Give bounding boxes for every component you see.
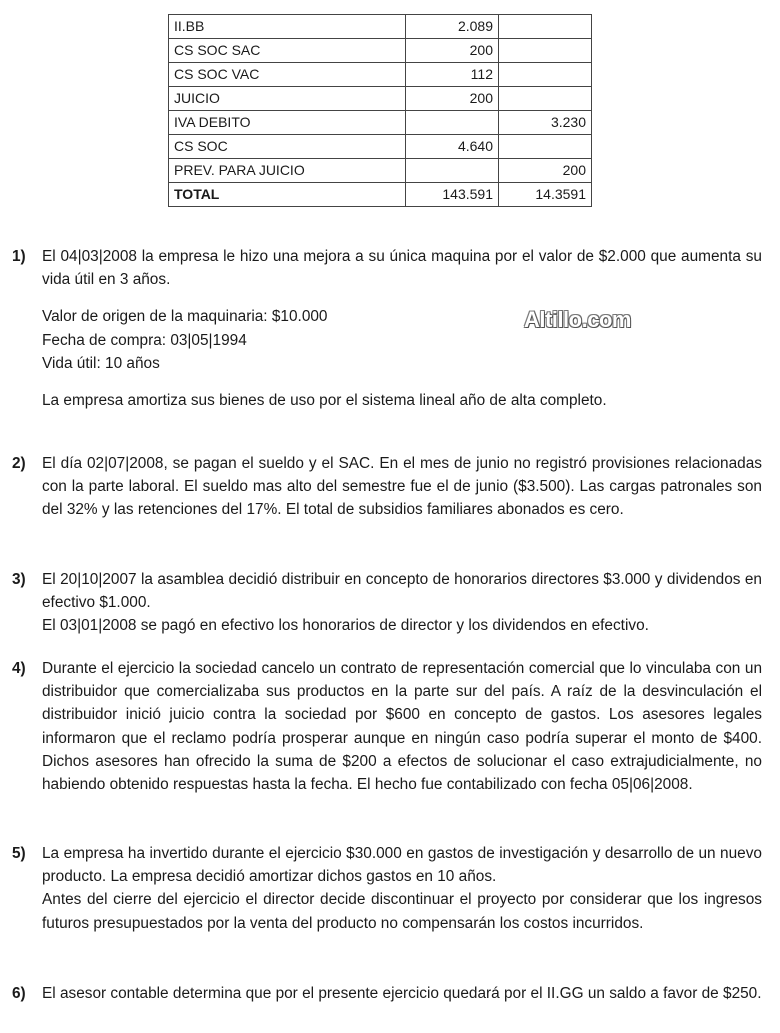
ledger-credit-cell bbox=[499, 135, 592, 159]
ledger-row bbox=[169, 135, 592, 159]
ledger-row bbox=[169, 111, 592, 135]
ledger-account-cell: TOTAL bbox=[169, 183, 406, 207]
exercise-1 bbox=[12, 245, 762, 412]
ledger-debit-cell bbox=[406, 111, 499, 135]
exercise-4 bbox=[12, 657, 762, 796]
exercise-2 bbox=[12, 452, 762, 522]
ledger-credit-cell bbox=[499, 39, 592, 63]
ledger-credit-cell bbox=[499, 15, 592, 39]
ledger-debit-cell: 112 bbox=[406, 63, 499, 87]
machine-origin-value: Valor de origen de la maquinaria: $10.000 bbox=[42, 308, 328, 326]
ledger-credit-cell bbox=[499, 87, 592, 111]
ledger-row bbox=[169, 15, 592, 39]
exercise-text: La empresa ha invertido durante el ejercicio $30.000 en gastos de investigación y desarrollo de un nuevo producto. La empresa decidió amortizar dichos gastos en 10 años. bbox=[42, 845, 762, 886]
ledger-debit-cell: 200 bbox=[406, 39, 499, 63]
exercise-5 bbox=[12, 842, 762, 935]
ledger-debit-cell: 143.591 bbox=[406, 183, 499, 207]
ledger-credit-cell bbox=[499, 63, 592, 87]
exercise-number: 1) bbox=[12, 248, 26, 265]
exercise-6 bbox=[12, 982, 762, 1005]
ledger-account-cell: PREV. PARA JUICIO bbox=[169, 159, 406, 183]
ledger-account-cell: IVA DEBITO bbox=[169, 111, 406, 135]
exercise-intro: El 04|03|2008 la empresa le hizo una mejora a su única maquina por el valor de $2.000 que aumenta su vida útil en 3 años. bbox=[42, 248, 762, 289]
ledger-debit-cell: 4.640 bbox=[406, 135, 499, 159]
exercise-number: 2) bbox=[12, 455, 26, 472]
exercise-3 bbox=[12, 568, 762, 638]
exercise-number: 6) bbox=[12, 985, 26, 1002]
ledger-credit-cell: 14.3591 bbox=[499, 183, 592, 207]
exercise-number: 4) bbox=[12, 660, 26, 677]
exercise-text: El asesor contable determina que por el presente ejercicio quedará por el II.GG un saldo a favor de $250. bbox=[42, 985, 762, 1002]
ledger-debit-cell: 2.089 bbox=[406, 15, 499, 39]
ledger-account-cell: CS SOC VAC bbox=[169, 63, 406, 87]
exercise-closing: La empresa amortiza sus bienes de uso por el sistema lineal año de alta completo. bbox=[42, 392, 607, 410]
ledger-account-cell: JUICIO bbox=[169, 87, 406, 111]
machine-useful-life: Vida útil: 10 años bbox=[42, 354, 160, 372]
ledger-debit-cell: 200 bbox=[406, 87, 499, 111]
ledger-body bbox=[169, 15, 592, 207]
ledger-account-cell: II.BB bbox=[169, 15, 406, 39]
exercise-text-2: El 03|01|2008 se pagó en efectivo los honorarios de director y los dividendos en efectivo. bbox=[42, 617, 649, 635]
watermark-logo: Altillo.com bbox=[524, 307, 631, 332]
exercise-text: El día 02|07|2008, se pagan el sueldo y el SAC. En el mes de junio no registró provisiones relacionadas con la parte laboral. El sueldo mas alto del semestre fue el de junio ($3.500). Las cargas patronales son del 32% y las retenciones del 17%. El total de subsidios familiares abonados es cero. bbox=[42, 455, 762, 519]
ledger-account-cell: CS SOC SAC bbox=[169, 39, 406, 63]
exercise-text: Durante el ejercicio la sociedad cancelo un contrato de representación comercial que lo vinculaba con un distribuidor que comercializaba sus productos en la parte sur del país. A raíz de la desvinculación el distribuidor inició juicio contra la sociedad por $600 en concepto de gastos. Los asesores legales informaron que el reclamo podría prosperar aunque en ningún caso podría superar el monto de $400. Dichos asesores han ofrecido la suma de $200 a efectos de solucionar el caso extrajudicialmente, no habiendo obtenido respuestas hasta la fecha. El hecho fue contabilizado con fecha 05|06|2008. bbox=[42, 660, 762, 794]
exercise-number: 3) bbox=[12, 571, 26, 588]
ledger-credit-cell: 3.230 bbox=[499, 111, 592, 135]
ledger-row bbox=[169, 87, 592, 111]
exercise-text-2: Antes del cierre del ejercicio el director decide discontinuar el proyecto por considerar que los ingresos futuros presupuestados por la venta del producto no compensarán los costos incurridos. bbox=[42, 891, 762, 932]
ledger-account-cell: CS SOC bbox=[169, 135, 406, 159]
ledger-table bbox=[168, 14, 592, 207]
exercise-text: El 20|10|2007 la asamblea decidió distribuir en concepto de honorarios directores $3.000 y dividendos en efectivo $1.000. bbox=[42, 571, 762, 612]
ledger-total-row bbox=[169, 183, 592, 207]
ledger-credit-cell: 200 bbox=[499, 159, 592, 183]
exercise-number: 5) bbox=[12, 845, 26, 862]
ledger-row bbox=[169, 159, 592, 183]
ledger-row bbox=[169, 63, 592, 87]
machine-purchase-date: Fecha de compra: 03|05|1994 bbox=[42, 331, 247, 349]
ledger-row bbox=[169, 39, 592, 63]
ledger-debit-cell bbox=[406, 159, 499, 183]
